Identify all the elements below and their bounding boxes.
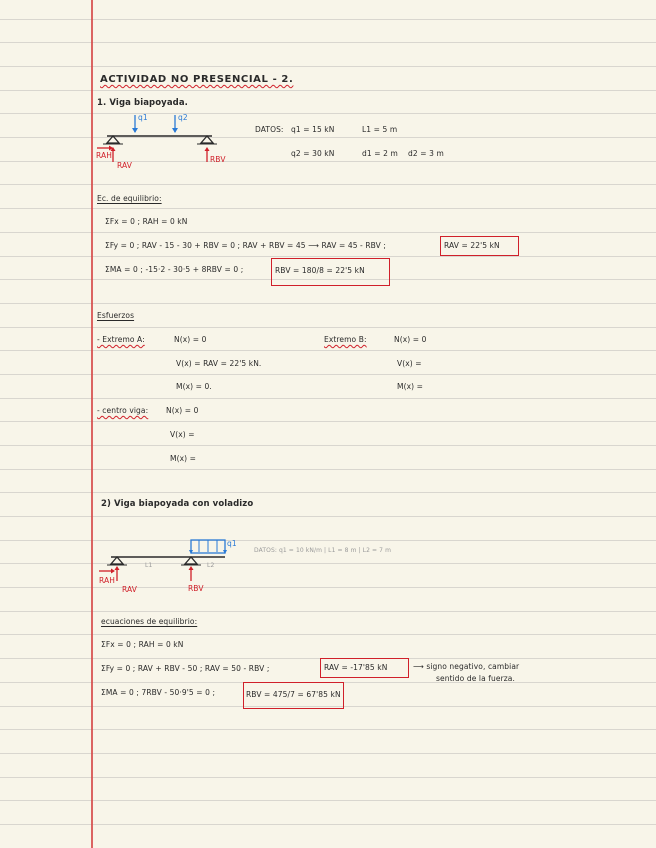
label-rbv-beam2: RBV bbox=[188, 584, 204, 593]
centro-viga-v: V(x) = bbox=[170, 430, 195, 439]
section1-heading: 1. Viga biapoyada. bbox=[97, 98, 189, 108]
extremo-b-label: Extremo B: bbox=[324, 335, 367, 344]
centro-viga-label: - centro viga: bbox=[97, 406, 149, 415]
label-rbv: RBV bbox=[210, 155, 226, 164]
datos-q1: q1 = 15 kN bbox=[291, 125, 335, 134]
span-l1: L1 bbox=[145, 562, 153, 569]
eq1-fy: ΣFy = 0 ; RAV - 15 - 30 + RBV = 0 ; RAV + RBV = 45 ⟶ RAV = 45 - RBV ; bbox=[105, 241, 387, 250]
eq1-ma: ΣMA = 0 ; -15·2 - 30·5 + 8RBV = 0 ; bbox=[105, 265, 244, 274]
label-rah: RAH bbox=[96, 151, 112, 160]
eq1-fx: ΣFx = 0 ; RAH = 0 kN bbox=[105, 217, 188, 226]
eq2-fy: ΣFy = 0 ; RAV + RBV - 50 ; RAV = 50 - RBV ; bbox=[101, 664, 270, 673]
eq1-ma-result: RBV = 180/8 = 22'5 kN bbox=[275, 266, 365, 275]
extremo-a-label: - Extremo A: bbox=[97, 335, 145, 344]
page-title: ACTIVIDAD NO PRESENCIAL - 2. bbox=[100, 74, 294, 85]
datos-beam2: DATOS: q1 = 10 kN/m | L1 = 8 m | L2 = 7 m bbox=[254, 547, 392, 554]
eq2-heading: ecuaciones de equilibrio: bbox=[101, 617, 198, 626]
label-rav: RAV bbox=[117, 161, 132, 170]
extremo-b-n: N(x) = 0 bbox=[394, 335, 427, 344]
esfuerzos-heading: Esfuerzos bbox=[97, 311, 135, 320]
centro-viga-m: M(x) = bbox=[170, 454, 197, 463]
section2-heading: 2) Viga biapoyada con voladizo bbox=[101, 499, 254, 509]
eq2-ma: ΣMA = 0 ; 7RBV - 50·9'5 = 0 ; bbox=[101, 688, 216, 697]
eq2-ma-result: RBV = 475/7 = 67'85 kN bbox=[246, 690, 341, 699]
span-l2: L2 bbox=[207, 562, 215, 569]
extremo-b-m: M(x) = bbox=[397, 382, 424, 391]
datos-l1: L1 = 5 m bbox=[362, 125, 398, 134]
load-label-q2: q2 bbox=[178, 113, 188, 122]
centro-viga-n: N(x) = 0 bbox=[166, 406, 199, 415]
datos-d2: d2 = 3 m bbox=[408, 149, 444, 158]
label-rah-beam2: RAH bbox=[99, 576, 115, 585]
datos-label: DATOS: bbox=[255, 125, 284, 134]
datos-q2: q2 = 30 kN bbox=[291, 149, 335, 158]
margin-line bbox=[91, 0, 93, 848]
extremo-a-n: N(x) = 0 bbox=[174, 335, 207, 344]
load-label-q1-beam2: q1 bbox=[227, 539, 237, 548]
extremo-a-m: M(x) = 0. bbox=[176, 382, 212, 391]
eq1-fy-result: RAV = 22'5 kN bbox=[444, 241, 500, 250]
extremo-a-v: V(x) = RAV = 22'5 kN. bbox=[176, 359, 262, 368]
eq2-note-line1: ⟶ signo negativo, cambiar bbox=[413, 662, 520, 671]
load-label-q1: q1 bbox=[138, 113, 148, 122]
eq2-note-line2: sentido de la fuerza. bbox=[436, 674, 515, 683]
extremo-b-v: V(x) = bbox=[397, 359, 422, 368]
eq2-fx: ΣFx = 0 ; RAH = 0 kN bbox=[101, 640, 184, 649]
label-rav-beam2: RAV bbox=[122, 585, 137, 594]
datos-d1: d1 = 2 m bbox=[362, 149, 398, 158]
eq1-heading: Ec. de equilibrio: bbox=[97, 194, 162, 203]
eq2-fy-result: RAV = -17'85 kN bbox=[324, 663, 388, 672]
